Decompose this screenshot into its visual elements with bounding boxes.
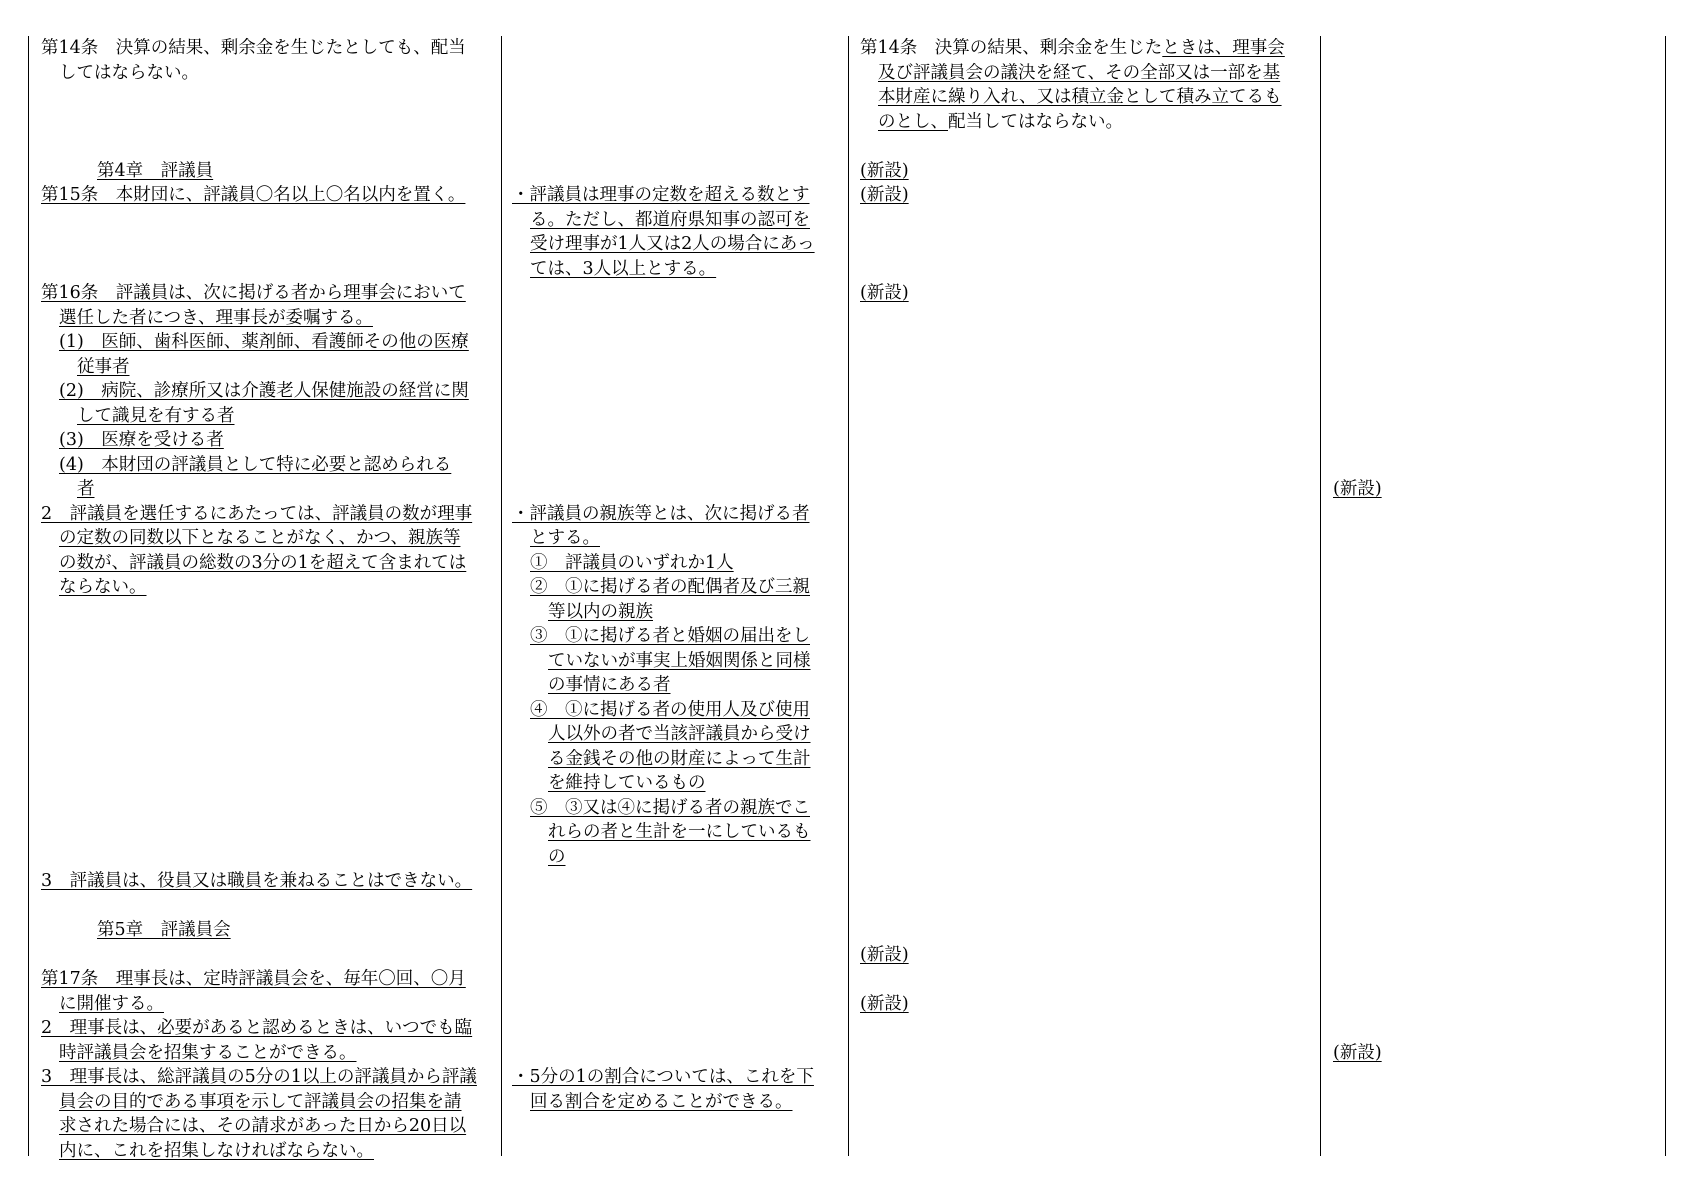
- note-2-item: の: [548, 846, 566, 867]
- note-2-item: ① 評議員のいずれか1人: [530, 552, 734, 573]
- article-16-item: 従事者: [77, 356, 130, 377]
- note-2-item: ③ ①に掲げる者と婚姻の届出をし: [530, 626, 810, 646]
- article-16-item: (2) 病院、診療所又は介護老人保健施設の経営に関: [59, 381, 469, 401]
- note-2-item: を維持しているもの: [548, 773, 706, 793]
- article-16-line: 第16条 評議員は、次に掲げる者から理事会において: [41, 283, 466, 303]
- article-16-para-3: 3 評議員は、役員又は職員を兼ねることはできない。: [41, 871, 473, 891]
- chapter-4-heading: 第4章 評議員: [97, 160, 214, 181]
- note-2-item: 等以内の親族: [548, 601, 653, 622]
- column-divider: [501, 36, 502, 1156]
- current-article-14-line: 本財産に繰り入れ、又は積立金として積み立てるも: [878, 87, 1282, 107]
- article-17-para-3: 内に、これを招集しなければならない。: [59, 1140, 374, 1161]
- new-provision-label: (新設): [1333, 1042, 1382, 1063]
- note-1: る。ただし、都道府県知事の認可を: [530, 209, 810, 230]
- article-16-item: (1) 医師、歯科医師、薬剤師、看護師その他の医療: [59, 332, 469, 352]
- column-divider: [848, 36, 849, 1156]
- note-3: ・5分の1の割合については、これを下: [512, 1067, 814, 1087]
- current-article-14-line: 及び評議員会の議決を経て、その全部又は一部を基: [878, 62, 1281, 83]
- new-provision-label: (新設): [860, 993, 909, 1014]
- column-divider: [1665, 36, 1666, 1156]
- note-2-item: 人以外の者で当該評議員から受け: [548, 724, 811, 744]
- article-15: 第15条 本財団に、評議員〇名以上〇名以内を置く。: [41, 185, 466, 205]
- new-provision-label: (新設): [860, 944, 909, 965]
- column-divider: [1320, 36, 1321, 1156]
- new-provision-label: (新設): [1333, 479, 1382, 499]
- note-2-item: ⑤ ③又は④に掲げる者の親族でこ: [530, 797, 810, 818]
- note-1: ては、3人以上とする。: [530, 258, 717, 279]
- new-provision-label: (新設): [860, 283, 909, 303]
- column-notes-current: [1333, 36, 1658, 1065]
- article-16-item: 者: [77, 479, 95, 499]
- note-2-item: ② ①に掲げる者の配偶者及び三親: [530, 577, 810, 597]
- article-16-item: して識見を有する者: [77, 405, 235, 426]
- article-17-para-3: 員会の目的である事項を示して評議員会の招集を請: [59, 1091, 462, 1112]
- article-17-para-3: 3 理事長は、総評議員の5分の1以上の評議員から評議: [41, 1067, 477, 1087]
- article-16-para-2: の数が、評議員の総数の3分の1を超えて含まれては: [59, 552, 467, 573]
- note-2-item: る金銭その他の財産によって生計: [548, 748, 811, 769]
- article-14-line: 第14条 決算の結果、剰余金を生じたとしても、配当: [41, 38, 466, 58]
- column-notes: [512, 36, 842, 1114]
- note-3: 回る割合を定めることができる。: [530, 1091, 793, 1112]
- article-17-line: に開催する。: [59, 993, 164, 1014]
- article-16-para-2: の定数の同数以下となることがなく、かつ、親族等: [59, 528, 461, 548]
- article-17-para-2: 時評議員会を招集することができる。: [59, 1042, 357, 1063]
- article-14-line: してはならない。: [59, 62, 199, 83]
- note-2-item: の事情にある者: [548, 675, 671, 695]
- current-article-14-line: 第14条 決算の結果、剰余金を生じたときは、理事会: [860, 38, 1285, 58]
- note-2: ・評議員の親族等とは、次に掲げる者: [512, 503, 810, 524]
- new-provision-label: (新設): [860, 185, 909, 205]
- note-2: とする。: [530, 528, 600, 548]
- article-17-para-2: 2 理事長は、必要があると認めるときは、いつでも臨: [41, 1018, 473, 1038]
- note-2-item: れらの者と生計を一にしているも: [548, 822, 811, 842]
- article-16-para-2: ならない。: [59, 577, 147, 597]
- current-article-14-line: のとし、配当してはならない。: [878, 111, 1123, 132]
- chapter-5-heading: 第5章 評議員会: [97, 920, 231, 940]
- note-2-item: ④ ①に掲げる者の使用人及び使用: [530, 699, 810, 720]
- column-divider: [28, 36, 29, 1156]
- column-proposed-articles: [41, 36, 496, 1163]
- note-1: ・評議員は理事の定数を超える数とす: [512, 185, 810, 205]
- column-current-articles: [860, 36, 1315, 1016]
- note-1: 受け理事が1人又は2人の場合にあっ: [530, 234, 815, 254]
- article-16-para-2: 2 評議員を選任するにあたっては、評議員の数が理事: [41, 503, 473, 524]
- article-17-para-3: 求された場合には、その請求があった日から20日以: [59, 1116, 467, 1136]
- note-2-item: ていないが事実上婚姻関係と同様: [548, 650, 811, 671]
- new-provision-label: (新設): [860, 160, 909, 181]
- article-16-item: (3) 医療を受ける者: [59, 430, 224, 450]
- article-17-line: 第17条 理事長は、定時評議員会を、毎年〇回、〇月: [41, 969, 466, 989]
- article-16-line: 選任した者につき、理事長が委嘱する。: [59, 307, 373, 328]
- article-16-item: (4) 本財団の評議員として特に必要と認められる: [59, 454, 452, 475]
